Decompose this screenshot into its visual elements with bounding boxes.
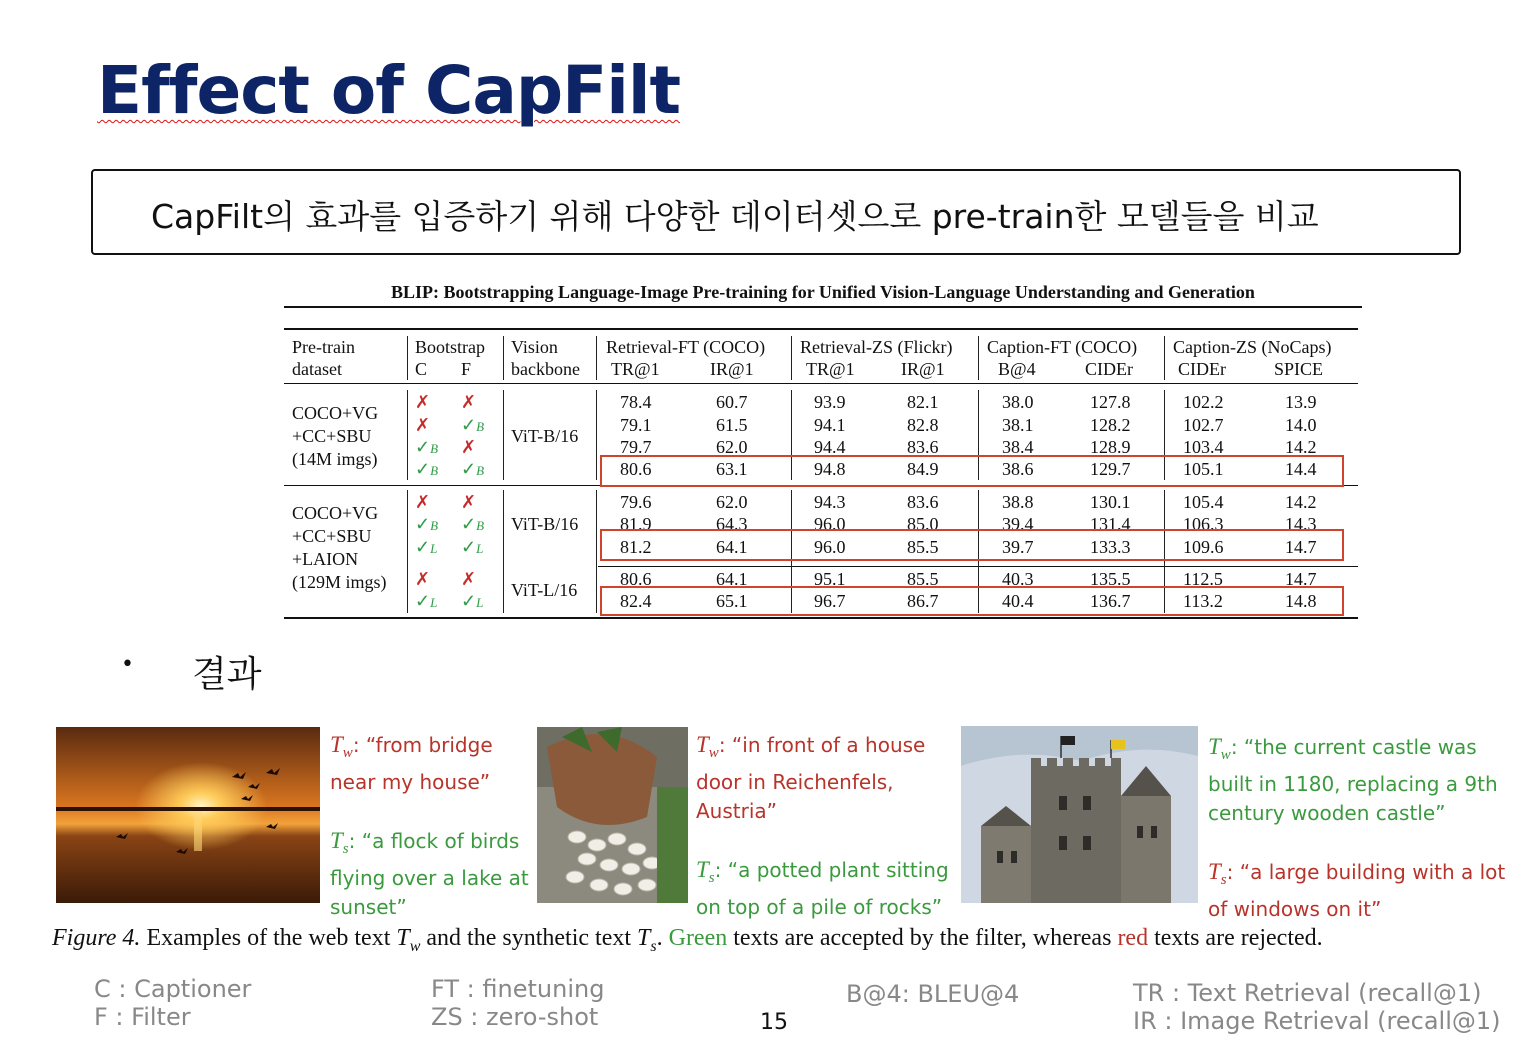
figure-caption-part5: texts are rejected. xyxy=(1148,925,1323,951)
table-cell: 78.4 xyxy=(620,392,652,412)
check-icon: ✓ xyxy=(461,514,477,534)
potted-plant-image xyxy=(537,727,688,903)
table-cell: 80.6 xyxy=(620,459,652,479)
bootstrap-mark-sub: L xyxy=(476,595,484,610)
bootstrap-mark xyxy=(461,515,484,533)
figure-caption-part3: . xyxy=(656,925,669,951)
sunset-birds-image xyxy=(56,727,320,903)
web-text xyxy=(330,730,529,797)
table-cell: 136.7 xyxy=(1090,591,1131,611)
figure-caption-part1: Examples of the web text xyxy=(140,925,397,951)
table-cell: 38.0 xyxy=(1002,392,1034,412)
table-rule xyxy=(284,383,1358,384)
table-rule xyxy=(284,617,1358,619)
caption-spacer xyxy=(330,797,529,826)
bootstrap-mark-sub: B xyxy=(430,441,439,456)
table-cell: 14.8 xyxy=(1285,591,1317,611)
bootstrap-mark-sub: B xyxy=(430,518,439,533)
table-cell: 105.4 xyxy=(1183,492,1224,512)
table-cell: 84.9 xyxy=(907,459,939,479)
footnote-bleu xyxy=(846,980,1019,1008)
table-column-divider xyxy=(503,336,504,380)
cross-icon: ✗ xyxy=(461,437,477,457)
table-cell: 135.5 xyxy=(1090,569,1131,589)
table-cell: 85.5 xyxy=(907,569,939,589)
web-text-subscript: w xyxy=(1220,747,1231,763)
table-cell: 62.0 xyxy=(716,437,748,457)
table-cell: 14.7 xyxy=(1285,537,1317,557)
web-text-symbol: T xyxy=(1208,734,1221,759)
header-metric: SPICE xyxy=(1274,359,1324,379)
footnote-zero-shot: ZS : zero-shot xyxy=(431,1003,599,1031)
table-column-divider xyxy=(596,336,597,380)
bullet-text: 결과 xyxy=(192,654,262,695)
header-metric: CIDEr xyxy=(1178,359,1226,379)
table-cell: 128.9 xyxy=(1090,437,1131,457)
slide-title xyxy=(97,52,680,129)
backbone-label: ViT-B/16 xyxy=(511,426,579,446)
table-cell: 86.7 xyxy=(907,591,939,611)
dataset-label: +LAION xyxy=(292,549,359,569)
example-caption-sunset xyxy=(330,730,529,922)
table-cell: 94.1 xyxy=(814,415,846,435)
table-cell: 80.6 xyxy=(620,569,652,589)
check-icon: ✓ xyxy=(461,415,477,435)
table-cell: 96.0 xyxy=(814,537,846,557)
footnote-ft-zs xyxy=(431,975,604,1031)
castle-image xyxy=(961,726,1198,903)
table-rule xyxy=(284,306,1362,308)
synthetic-text xyxy=(1208,857,1505,924)
web-text-symbol: T xyxy=(696,732,709,757)
page-number: 15 xyxy=(760,1010,788,1035)
bootstrap-mark xyxy=(461,592,483,610)
header-metric: TR@1 xyxy=(611,359,660,379)
table-cell: 79.6 xyxy=(620,492,652,512)
bootstrap-mark xyxy=(415,460,438,478)
header-group: Caption-ZS (NoCaps) xyxy=(1173,337,1332,357)
table-cell: 93.9 xyxy=(814,392,846,412)
header-vision-1: Vision xyxy=(511,337,558,357)
bootstrap-mark xyxy=(415,515,438,533)
table-cell: 60.7 xyxy=(716,392,748,412)
bootstrap-mark xyxy=(461,416,484,434)
table-column-divider xyxy=(503,390,504,480)
synthetic-text-symbol: T xyxy=(696,857,709,882)
dataset-label: +CC+SBU xyxy=(292,426,372,446)
table-cell: 85.5 xyxy=(907,537,939,557)
table-cell: 82.8 xyxy=(907,415,939,435)
bootstrap-mark xyxy=(415,570,430,588)
table-column-divider xyxy=(596,390,597,480)
bootstrap-mark xyxy=(461,570,476,588)
header-bootstrap: Bootstrap xyxy=(415,337,485,357)
table-cell: 38.1 xyxy=(1002,415,1034,435)
bootstrap-mark-sub: B xyxy=(476,463,485,478)
header-metric: B@4 xyxy=(998,359,1036,379)
table-column-divider xyxy=(407,336,408,380)
table-cell: 79.7 xyxy=(620,437,652,457)
cross-icon: ✗ xyxy=(415,492,431,512)
bootstrap-mark xyxy=(415,438,438,456)
figure-caption-label: Figure 4. xyxy=(52,925,141,951)
table-cell: 85.0 xyxy=(907,514,939,534)
table-cell: 83.6 xyxy=(907,492,939,512)
synthetic-text-symbol: T xyxy=(330,828,343,853)
table-cell: 40.4 xyxy=(1002,591,1034,611)
table-column-divider xyxy=(978,336,979,380)
synthetic-text-text: : “a large building with a lot of windows on it” xyxy=(1208,860,1506,921)
web-text-text: : “from bridge near my house” xyxy=(330,733,493,794)
paper-title: BLIP: Bootstrapping Language-Image Pre-training for Unified Vision-Language Understanding and Generation xyxy=(391,282,1255,302)
table-cell: 13.9 xyxy=(1285,392,1317,412)
header-pretrain-2: dataset xyxy=(292,359,342,379)
table-cell: 63.1 xyxy=(716,459,748,479)
table-cell: 106.3 xyxy=(1183,514,1224,534)
table-cell: 94.3 xyxy=(814,492,846,512)
figure-caption-red: red xyxy=(1117,925,1149,951)
backbone-label: ViT-B/16 xyxy=(511,514,579,534)
cross-icon: ✗ xyxy=(415,569,431,589)
figure-caption-ts-sub: s xyxy=(650,937,657,955)
example-caption-castle xyxy=(1208,732,1505,924)
header-metric: CIDEr xyxy=(1085,359,1133,379)
dataset-label: COCO+VG xyxy=(292,403,379,423)
summary-callout xyxy=(91,169,1461,255)
bootstrap-mark-sub: L xyxy=(476,541,484,556)
table-cell: 113.2 xyxy=(1183,591,1223,611)
synthetic-text-text: : “a potted plant sitting on top of a pile of rocks” xyxy=(696,858,949,919)
header-bootstrap-f: F xyxy=(461,359,472,379)
example-caption-plant xyxy=(696,730,949,922)
table-cell: 130.1 xyxy=(1090,492,1131,512)
table-column-divider xyxy=(407,490,408,613)
web-text-subscript: w xyxy=(708,745,719,761)
table-cell: 38.8 xyxy=(1002,492,1034,512)
web-text-subscript: w xyxy=(342,745,353,761)
summary-callout-text: CapFilt의 효과를 입증하기 위해 다양한 데이터셋으로 pre-train한 모델들을 비교 xyxy=(151,197,1319,236)
highlight-box xyxy=(600,529,1344,561)
footnote-captioner-filter xyxy=(94,975,251,1031)
web-text-symbol: T xyxy=(330,732,343,757)
table-cell: 82.4 xyxy=(620,591,652,611)
bootstrap-mark xyxy=(461,393,476,411)
table-column-divider xyxy=(1164,336,1165,380)
table-cell: 82.1 xyxy=(907,392,939,412)
table-cell: 65.1 xyxy=(716,591,748,611)
table-cell: 61.5 xyxy=(716,415,748,435)
table-column-divider xyxy=(596,490,597,613)
bootstrap-mark-sub: B xyxy=(476,419,485,434)
check-icon: ✓ xyxy=(415,459,431,479)
table-cell: 103.4 xyxy=(1183,437,1224,457)
bootstrap-mark xyxy=(461,493,476,511)
table-column-divider xyxy=(791,336,792,380)
table-column-divider xyxy=(503,490,504,613)
table-cell: 40.3 xyxy=(1002,569,1034,589)
table-cell: 133.3 xyxy=(1090,537,1131,557)
check-icon: ✓ xyxy=(415,591,431,611)
figure-caption-part4: texts are accepted by the filter, whereas xyxy=(727,925,1118,951)
header-metric: IR@1 xyxy=(710,359,754,379)
table-cell: 109.6 xyxy=(1183,537,1224,557)
synthetic-text-subscript: s xyxy=(708,870,715,886)
header-group: Retrieval-ZS (Flickr) xyxy=(800,337,953,357)
backbone-label: ViT-L/16 xyxy=(511,580,578,600)
footnote-text-retrieval: TR : Text Retrieval (recall@1) xyxy=(1133,979,1482,1007)
header-bootstrap-c: C xyxy=(415,359,428,379)
synthetic-text xyxy=(696,855,949,922)
table-cell: 128.2 xyxy=(1090,415,1131,435)
footnote-image-retrieval: IR : Image Retrieval (recall@1) xyxy=(1133,1007,1501,1035)
synthetic-text-text: : “a flock of birds flying over a lake at sunset” xyxy=(330,829,529,919)
bootstrap-mark xyxy=(415,493,430,511)
table-cell: 38.4 xyxy=(1002,437,1034,457)
table-cell: 112.5 xyxy=(1183,569,1223,589)
table-cell: 14.2 xyxy=(1285,492,1317,512)
table-cell: 102.7 xyxy=(1183,415,1224,435)
check-icon: ✓ xyxy=(415,537,431,557)
dataset-label: +CC+SBU xyxy=(292,526,372,546)
footnote-bleu-text: B@4: BLEU@4 xyxy=(846,980,1020,1008)
table-cell: 96.0 xyxy=(814,514,846,534)
header-group: Retrieval-FT (COCO) xyxy=(606,337,766,357)
table-cell: 95.1 xyxy=(814,569,846,589)
table-cell: 79.1 xyxy=(620,415,652,435)
bootstrap-mark-sub: B xyxy=(430,463,439,478)
figure-caption-ts: T xyxy=(637,925,651,951)
table-cell: 94.8 xyxy=(814,459,846,479)
footnote-captioner: C : Captioner xyxy=(94,975,252,1003)
table-cell: 39.7 xyxy=(1002,537,1034,557)
check-icon: ✓ xyxy=(461,591,477,611)
table-cell: 38.6 xyxy=(1002,459,1034,479)
bootstrap-mark xyxy=(415,393,430,411)
cross-icon: ✗ xyxy=(415,415,431,435)
bootstrap-mark xyxy=(461,438,476,456)
table-cell: 81.9 xyxy=(620,514,652,534)
check-icon: ✓ xyxy=(461,537,477,557)
table-cell: 129.7 xyxy=(1090,459,1131,479)
synthetic-text-subscript: s xyxy=(1220,872,1227,888)
table-cell: 105.1 xyxy=(1183,459,1224,479)
figure-caption-part2: and the synthetic text xyxy=(420,925,638,951)
cross-icon: ✗ xyxy=(461,569,477,589)
bootstrap-mark xyxy=(415,416,430,434)
table-cell: 64.1 xyxy=(716,537,748,557)
web-text xyxy=(1208,732,1505,828)
header-metric: IR@1 xyxy=(901,359,945,379)
table-cell: 81.2 xyxy=(620,537,652,557)
caption-spacer xyxy=(696,826,949,855)
table-cell: 39.4 xyxy=(1002,514,1034,534)
footnote-finetuning: FT : finetuning xyxy=(431,975,605,1003)
table-cell: 127.8 xyxy=(1090,392,1131,412)
caption-spacer xyxy=(1208,828,1505,857)
web-text-text: : “in front of a house door in Reichenfels, Austria” xyxy=(696,733,926,823)
table-cell: 64.3 xyxy=(716,514,748,534)
table-cell: 83.6 xyxy=(907,437,939,457)
synthetic-text-subscript: s xyxy=(342,841,349,857)
figure-caption-green: Green xyxy=(668,925,728,951)
table-cell: 64.1 xyxy=(716,569,748,589)
cross-icon: ✗ xyxy=(461,492,477,512)
slide-title-text: Effect of CapFilt xyxy=(97,52,681,129)
check-icon: ✓ xyxy=(461,459,477,479)
table-cell: 94.4 xyxy=(814,437,846,457)
header-pretrain-1: Pre-train xyxy=(292,337,355,357)
web-text xyxy=(696,730,949,826)
table-column-divider xyxy=(407,390,408,480)
table-cell: 14.7 xyxy=(1285,569,1317,589)
bootstrap-mark xyxy=(461,538,483,556)
table-cell: 14.0 xyxy=(1285,415,1317,435)
bootstrap-mark xyxy=(415,592,437,610)
synthetic-text xyxy=(330,826,529,922)
bootstrap-mark xyxy=(415,538,437,556)
footnote-filter: F : Filter xyxy=(94,1003,191,1031)
table-cell: 96.7 xyxy=(814,591,846,611)
bootstrap-mark-sub: B xyxy=(476,518,485,533)
bootstrap-mark xyxy=(461,460,484,478)
bootstrap-mark-sub: L xyxy=(430,541,438,556)
table-cell: 14.2 xyxy=(1285,437,1317,457)
figure-caption-tw-sub: w xyxy=(409,937,421,955)
table-rule xyxy=(284,328,1358,330)
table-cell: 62.0 xyxy=(716,492,748,512)
table-cell: 131.4 xyxy=(1090,514,1131,534)
bootstrap-mark-sub: L xyxy=(430,595,438,610)
web-text-text: : “the current castle was built in 1180, replacing a 9th century wooden castle” xyxy=(1208,735,1498,825)
figure-caption xyxy=(52,925,1323,957)
table-cell: 14.3 xyxy=(1285,514,1317,534)
footnote-recall xyxy=(1133,979,1501,1035)
check-icon: ✓ xyxy=(415,514,431,534)
header-metric: TR@1 xyxy=(806,359,855,379)
table-cell: 102.2 xyxy=(1183,392,1224,412)
highlight-box xyxy=(600,586,1344,616)
highlight-box xyxy=(600,455,1344,487)
cross-icon: ✗ xyxy=(415,392,431,412)
cross-icon: ✗ xyxy=(461,392,477,412)
dataset-label: (129M imgs) xyxy=(292,572,387,592)
check-icon: ✓ xyxy=(415,437,431,457)
header-vision-2: backbone xyxy=(511,359,580,379)
synthetic-text-symbol: T xyxy=(1208,859,1221,884)
figure-caption-tw: T xyxy=(396,925,410,951)
header-group: Caption-FT (COCO) xyxy=(987,337,1138,357)
dataset-label: COCO+VG xyxy=(292,503,379,523)
dataset-label: (14M imgs) xyxy=(292,449,378,469)
bullet-marker: • xyxy=(121,652,134,677)
table-cell: 14.4 xyxy=(1285,459,1317,479)
